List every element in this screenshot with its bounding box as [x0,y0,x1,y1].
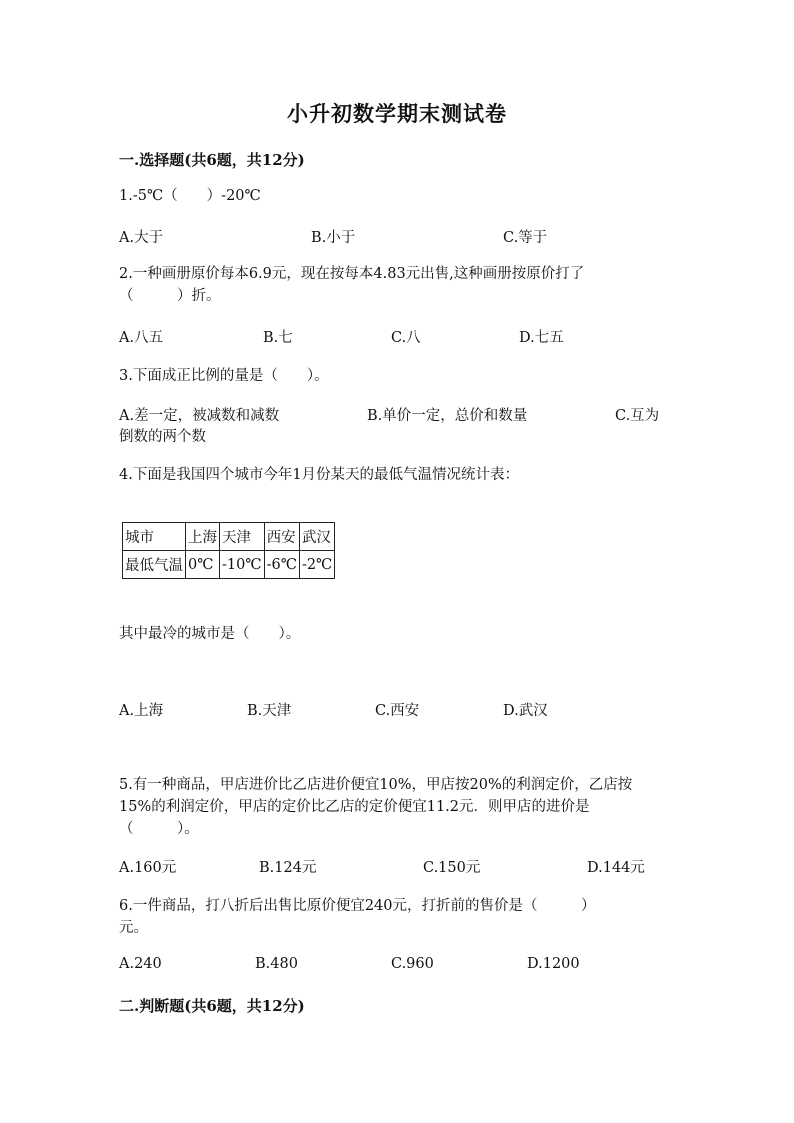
table-row [123,551,335,579]
temperature-table [122,522,335,579]
q5-option-c: C.150元 [423,860,481,876]
q3-option-c-continued: 倒数的两个数 [119,429,206,445]
q6-option-d: D.1200 [527,956,580,972]
q4-option-c: C.西安 [375,703,420,719]
q4-option-b: B.天津 [247,703,292,719]
q5-option-d: D.144元 [587,860,645,876]
q2-option-a: A.八五 [119,330,164,346]
q5-option-a: A.160元 [119,860,177,876]
table-cell: 最低气温 [123,551,186,579]
table-cell: -6℃ [264,551,299,579]
question-4-stem: 4.下面是我国四个城市今年1月份某天的最低气温情况统计表： [119,467,520,483]
table-cell: 0℃ [186,551,220,579]
q4-option-a: A.上海 [119,703,164,719]
question-5-stem-line2: 15%的利润定价，甲店的定价比乙店的定价便宜11.2元．则甲店的进价是 [119,799,590,815]
q6-option-b: B.480 [255,956,298,972]
q4-option-d: D.武汉 [503,703,548,719]
q2-option-c: C.八 [391,330,421,346]
question-2-stem-line2: （ ）折。 [119,288,221,304]
table-cell: 西安 [264,523,299,551]
q2-option-d: D.七五 [519,330,564,346]
question-1-stem: 1.-5℃（ ）-20℃ [119,188,261,204]
q1-option-c: C.等于 [503,230,548,246]
question-6-stem-line2: 元。 [119,920,148,936]
question-5-stem-line1: 5.有一种商品，甲店进价比乙店进价便宜10%，甲店按20%的利润定价，乙店按 [119,777,633,793]
q2-option-b: B.七 [263,330,293,346]
question-3-stem: 3.下面成正比例的量是（ ）。 [119,368,329,384]
page-title: 小升初数学期末测试卷 [287,101,507,126]
q5-option-b: B.124元 [259,860,317,876]
q1-option-a: A.大于 [119,230,164,246]
table-cell: -10℃ [220,551,265,579]
table-cell: 上海 [186,523,220,551]
table-row [123,523,335,551]
section-heading-choice: 一.选择题(共6题，共12分) [119,151,305,169]
q1-option-b: B.小于 [311,230,356,246]
table-cell: 城市 [123,523,186,551]
q3-option-c: C.互为 [615,408,660,424]
q6-option-c: C.960 [391,956,434,972]
table-cell: 武汉 [299,523,334,551]
question-6-stem-line1: 6.一件商品，打八折后出售比原价便宜240元，打折前的售价是（ ） [119,898,596,914]
q3-option-a: A.差一定，被减数和减数 [119,408,280,424]
question-5-stem-line3: （ ）。 [119,821,199,837]
section-heading-judgement: 二.判断题(共6题，共12分) [119,997,305,1015]
q3-option-b: B.单价一定，总价和数量 [367,408,528,424]
table-cell: 天津 [220,523,265,551]
question-4-followup: 其中最冷的城市是（ ）。 [119,626,301,642]
q6-option-a: A.240 [119,956,162,972]
table-cell: -2℃ [299,551,334,579]
question-2-stem-line1: 2.一种画册原价每本6.9元，现在按每本4.83元出售,这种画册按原价打了 [119,266,585,282]
